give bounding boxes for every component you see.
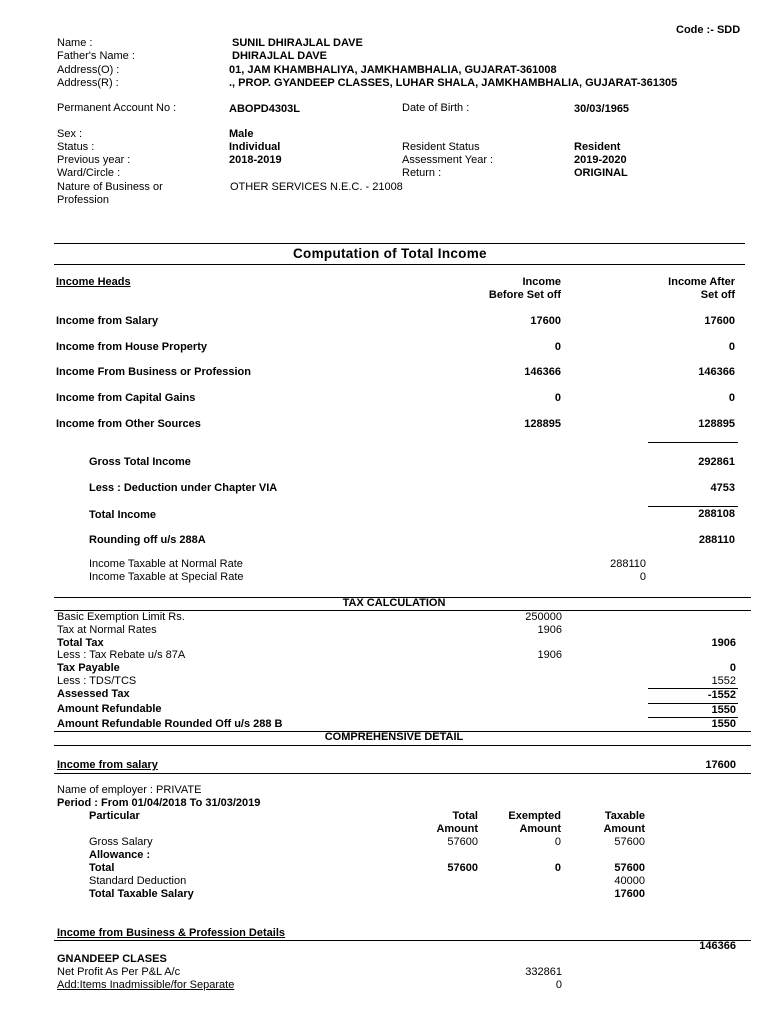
computation-title: Computation of Total Income xyxy=(293,246,487,261)
refundable-label: Amount Refundable xyxy=(57,703,162,715)
address-residence-label: Address(R) : xyxy=(57,77,119,89)
taxable-salary-label: Total Taxable Salary xyxy=(89,888,194,900)
gross-salary-exempt: 0 xyxy=(554,836,561,848)
tax-normal-label: Tax at Normal Rates xyxy=(57,624,157,636)
total-amount-header-2: Amount xyxy=(436,823,478,835)
pan-value: ABOPD4303L xyxy=(229,103,300,115)
taxable-salary-value: 17600 xyxy=(614,888,645,900)
exempted-amount-header: Exempted xyxy=(508,810,561,822)
tds-value: 1552 xyxy=(711,675,736,687)
income-row-after: 146366 xyxy=(698,366,735,378)
rounding-value: 288110 xyxy=(698,534,735,546)
income-row-after: 0 xyxy=(728,392,735,404)
income-row-after: 17600 xyxy=(704,315,735,327)
resident-status-value: Resident xyxy=(574,141,621,153)
deduction-label: Less : Deduction under Chapter VIA xyxy=(89,482,278,494)
total-tax-value: 1906 xyxy=(711,637,736,649)
gross-total-income-label: Gross Total Income xyxy=(89,456,191,468)
income-row-before: 128895 xyxy=(524,418,561,430)
subtotal-rule xyxy=(648,442,738,443)
income-row-label: Income from Other Sources xyxy=(56,418,201,430)
sex-value: Male xyxy=(229,128,254,140)
particular-header: Particular xyxy=(89,810,140,822)
employer-name: Name of employer : PRIVATE xyxy=(57,784,202,796)
return-label: Return : xyxy=(402,167,442,179)
salary-total-label: Total xyxy=(89,862,115,874)
address-office-label: Address(O) : xyxy=(57,64,120,76)
salary-section-heading: Income from salary xyxy=(57,759,158,771)
salary-total-total: 57600 xyxy=(447,862,478,874)
total-tax-label: Total Tax xyxy=(57,637,104,649)
special-rate-value: 0 xyxy=(639,571,646,583)
business-section-total: 146366 xyxy=(699,940,736,952)
income-row-before: 0 xyxy=(554,392,561,404)
income-row-before: 146366 xyxy=(524,366,561,378)
salary-period: Period : From 01/04/2018 To 31/03/2019 xyxy=(57,797,261,809)
divider xyxy=(54,264,745,265)
comprehensive-detail-title: COMPREHENSIVE DETAIL xyxy=(324,731,464,743)
assessment-year-value: 2019-2020 xyxy=(574,154,627,166)
total-income-label: Total Income xyxy=(89,509,157,521)
tax-calculation-title: TAX CALCULATION xyxy=(342,597,446,609)
divider xyxy=(54,745,751,746)
nature-of-business-label: Nature of Business or xyxy=(57,181,163,193)
income-row-label: Income from Capital Gains xyxy=(56,392,196,404)
tax-normal-value: 1906 xyxy=(537,624,562,636)
sex-label: Sex : xyxy=(57,128,83,140)
rebate-value: 1906 xyxy=(537,649,562,661)
gross-salary-total: 57600 xyxy=(447,836,478,848)
income-row-after: 0 xyxy=(728,341,735,353)
assessee-code: Code :- SDD xyxy=(676,24,741,36)
firm-name: GNANDEEP CLASES xyxy=(57,953,167,965)
father-name-value: DHIRAJLAL DAVE xyxy=(232,50,327,62)
father-name-label: Father's Name : xyxy=(57,50,135,62)
inadmissible-items-value: 0 xyxy=(555,979,562,991)
basic-exemption-label: Basic Exemption Limit Rs. xyxy=(57,611,185,623)
income-row-label: Income from House Property xyxy=(56,341,207,353)
salary-section-total: 17600 xyxy=(705,759,736,771)
allowance-label: Allowance : xyxy=(89,849,151,861)
income-heads-header: Income Heads xyxy=(56,276,131,288)
status-label: Status : xyxy=(57,141,95,153)
standard-deduction-label: Standard Deduction xyxy=(89,875,187,887)
income-row-label: Income from Salary xyxy=(56,315,159,327)
subtotal-rule xyxy=(648,506,738,507)
salary-total-taxable: 57600 xyxy=(614,862,645,874)
nature-of-business-label-2: Profession xyxy=(57,194,109,206)
previous-year-value: 2018-2019 xyxy=(229,154,282,166)
taxable-amount-header: Taxable xyxy=(604,810,645,822)
divider xyxy=(54,773,751,774)
status-value: Individual xyxy=(229,141,281,153)
ward-circle-label: Ward/Circle : xyxy=(57,167,121,179)
divider xyxy=(54,243,745,244)
nature-of-business-value: OTHER SERVICES N.E.C. - 21008 xyxy=(230,181,403,193)
net-profit-label: Net Profit As Per P&L A/c xyxy=(57,966,181,978)
income-before-header-2: Before Set off xyxy=(488,289,561,301)
refundable-value: 1550 xyxy=(711,704,736,716)
income-row-after: 128895 xyxy=(698,418,735,430)
dob-label: Date of Birth : xyxy=(402,102,470,114)
normal-rate-value: 288110 xyxy=(610,558,646,570)
gross-salary-label: Gross Salary xyxy=(89,836,153,848)
income-before-header: Income xyxy=(522,276,561,288)
assessed-tax-label: Assessed Tax xyxy=(57,688,130,700)
total-income-value: 288108 xyxy=(698,508,735,520)
refundable-rounded-label: Amount Refundable Rounded Off u/s 288 B xyxy=(57,718,283,730)
salary-total-exempt: 0 xyxy=(554,862,561,874)
income-after-header: Income After xyxy=(668,276,735,288)
assessment-year-label: Assessment Year : xyxy=(402,154,494,166)
dob-value: 30/03/1965 xyxy=(574,103,630,115)
exempted-amount-header-2: Amount xyxy=(519,823,561,835)
assessed-tax-value: -1552 xyxy=(707,689,736,701)
pan-label: Permanent Account No : xyxy=(57,102,177,114)
return-value: ORIGINAL xyxy=(574,167,628,179)
rebate-label: Less : Tax Rebate u/s 87A xyxy=(57,649,186,661)
normal-rate-label: Income Taxable at Normal Rate xyxy=(89,558,243,570)
name-label: Name : xyxy=(57,37,93,49)
previous-year-label: Previous year : xyxy=(57,154,131,166)
inadmissible-items-label: Add:Items Inadmissible/for Separate xyxy=(57,979,235,991)
gross-salary-taxable: 57600 xyxy=(614,836,645,848)
gross-total-income-value: 292861 xyxy=(698,456,735,468)
tax-payable-value: 0 xyxy=(729,662,736,674)
business-section-heading: Income from Business & Profession Details xyxy=(57,927,286,939)
standard-deduction-value: 40000 xyxy=(614,875,645,887)
refundable-rounded-value: 1550 xyxy=(711,718,736,730)
rounding-label: Rounding off u/s 288A xyxy=(89,534,206,546)
name-value: SUNIL DHIRAJLAL DAVE xyxy=(232,37,363,49)
income-after-header-2: Set off xyxy=(700,289,735,301)
special-rate-label: Income Taxable at Special Rate xyxy=(89,571,244,583)
total-amount-header: Total xyxy=(452,810,478,822)
income-row-before: 0 xyxy=(554,341,561,353)
resident-status-label: Resident Status xyxy=(402,141,480,153)
tax-payable-label: Tax Payable xyxy=(57,662,120,674)
taxable-amount-header-2: Amount xyxy=(603,823,645,835)
net-profit-value: 332861 xyxy=(525,966,562,978)
address-residence-value: ., PROP. GYANDEEP CLASSES, LUHAR SHALA, JAMKHAMBHALIA, GUJARAT-361305 xyxy=(229,77,678,89)
tds-label: Less : TDS/TCS xyxy=(57,675,137,687)
basic-exemption-value: 250000 xyxy=(525,611,562,623)
income-row-before: 17600 xyxy=(530,315,561,327)
deduction-value: 4753 xyxy=(710,482,735,494)
income-row-label: Income From Business or Profession xyxy=(56,366,251,378)
address-office-value: 01, JAM KHAMBHALIYA, JAMKHAMBHALIA, GUJARAT-361008 xyxy=(229,64,557,76)
